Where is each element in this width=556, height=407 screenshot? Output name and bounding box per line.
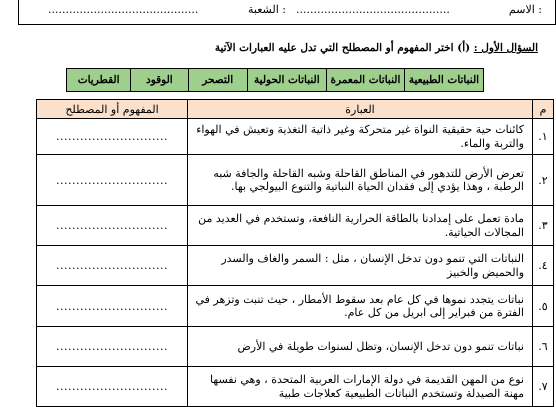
row-number: ٣. bbox=[533, 206, 554, 246]
answer-blank[interactable]: ............................ bbox=[37, 327, 188, 367]
header-statement: العبارة bbox=[188, 100, 533, 119]
answer-blank[interactable]: ............................ bbox=[37, 246, 188, 286]
row-statement: نوع من المهن القديمة في دولة الإمارات العربية المتحدة ، وهي نفسها مهنة الصيدلة وتستخدم النباتات الطبيعية كعلاجات طبية bbox=[188, 367, 533, 407]
row-statement: نباتات تنمو دون تدخل الإنسان، وتظل لسنوات طويلة في الأرض bbox=[188, 327, 533, 367]
term-bank bbox=[66, 68, 484, 92]
name-dots[interactable]: ............................................ bbox=[296, 3, 450, 16]
table-row bbox=[37, 367, 554, 407]
question-number: السؤال الأول : bbox=[473, 42, 538, 54]
term-item: النباتات المعمرة bbox=[326, 69, 404, 91]
table-row bbox=[37, 286, 554, 327]
term-item: التصحر bbox=[188, 69, 247, 91]
answer-blank[interactable]: ............................ bbox=[37, 119, 188, 155]
table-row bbox=[37, 155, 554, 206]
row-statement: نباتات يتجدد نموها في كل عام بعد سقوط الأمطار ، حيث تنبت وتزهر في الفترة من فبراير إلى ابريل من كل عام. bbox=[188, 286, 533, 327]
answer-blank[interactable]: ............................ bbox=[37, 206, 188, 246]
table-row bbox=[37, 327, 554, 367]
name-field bbox=[509, 3, 542, 16]
term-item: النباتات الحولية bbox=[247, 69, 326, 91]
row-number: ٥. bbox=[533, 286, 554, 327]
question-title bbox=[215, 42, 538, 54]
header-num: م bbox=[533, 100, 554, 119]
table-row bbox=[37, 206, 554, 246]
row-number: ٧. bbox=[533, 367, 554, 407]
table-header-row bbox=[37, 100, 554, 119]
section-dots[interactable]: ........................................... bbox=[48, 3, 199, 16]
question-table bbox=[36, 99, 554, 407]
term-item: النباتات الطبيعية bbox=[404, 69, 483, 91]
table-row bbox=[37, 119, 554, 155]
answer-blank[interactable]: ............................ bbox=[37, 286, 188, 327]
header-term: المفهوم أو المصطلح bbox=[37, 100, 188, 119]
answer-blank[interactable]: ............................ bbox=[37, 155, 188, 206]
term-item: القطريات bbox=[77, 74, 120, 86]
answer-blank[interactable]: ............................ bbox=[37, 367, 188, 407]
row-statement: تعرض الأرض للتدهور في المناطق القاحلة وشبه القاحلة والجافة شبه الرطبة ، وهذا يؤدي إلى فقدان الحياة النباتية والتنوع البيولجي بها. bbox=[188, 155, 533, 206]
row-statement: مادة تعمل على إمدادنا بالطاقة الحرارية النافعة، وتستخدم في العديد من المجالات الحياتية. bbox=[188, 206, 533, 246]
row-statement: كائنات حية حقيقية النواة غير متحركة وغير ذاتية التغذية وتعيش في الهواء والتربة والماء. bbox=[188, 119, 533, 155]
section-label: الشعبة : bbox=[248, 3, 286, 16]
row-number: ١. bbox=[533, 119, 554, 155]
row-number: ٦. bbox=[533, 327, 554, 367]
term-item: الوقود bbox=[130, 69, 187, 91]
name-label: الاسم : bbox=[508, 3, 542, 16]
question-instruction: (أ) اختر المفهوم أو المصطلح التي تدل عليه العبارات الآتية bbox=[214, 42, 474, 54]
row-number: ٢. bbox=[533, 155, 554, 206]
table-row bbox=[37, 246, 554, 286]
row-number: ٤. bbox=[533, 246, 554, 286]
row-statement: النباتات التي تنمو دون تدخل الإنسان ، مثل : السمر والغاف والسدر والحميض والخبيز bbox=[188, 246, 533, 286]
